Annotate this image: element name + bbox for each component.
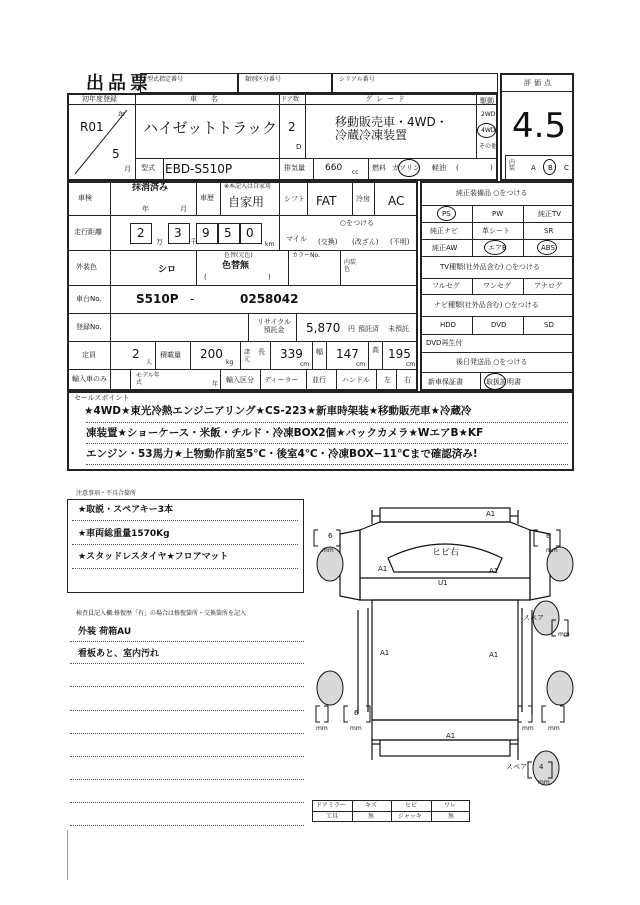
navi-dvd: DVD: [491, 321, 507, 329]
fuel-gasoline-circle: [398, 159, 420, 177]
exterior-color-label: 外装色: [76, 263, 97, 271]
legend-value-none-2: 無: [448, 813, 455, 820]
fuel-label: 燃料: [372, 164, 386, 172]
form-title: 出品票: [86, 73, 152, 94]
damage-mark-glass: ヒビ右: [432, 548, 460, 558]
inspector-line-2: 看板あと、室内汚れ: [78, 649, 160, 659]
width-value: 147: [336, 347, 359, 361]
displacement-label: 排気量: [284, 164, 305, 172]
load-unit: kg: [226, 359, 234, 366]
damage-mark-right-body: A1: [489, 651, 499, 659]
legend-value-tools: 工具: [326, 813, 339, 820]
first-registration-year-unit: 年: [118, 111, 125, 119]
drive-other: その他: [479, 143, 498, 150]
after-ship-title: 後日発送品 ○をつける: [456, 358, 528, 366]
chassis-number: 0258042: [240, 292, 299, 306]
equip-sr: SR: [544, 227, 554, 235]
note-line-1: ★取説・スペアキー3本: [78, 505, 173, 515]
tread-front-left-unit: mm: [322, 547, 334, 554]
model-year-label: モデル年式: [136, 372, 160, 387]
inspection-month-unit: 月: [180, 205, 187, 213]
recycle-label: リサイクル預託金: [256, 318, 292, 335]
capacity-label: 定員: [82, 351, 96, 359]
mile-label: マイル: [286, 235, 307, 243]
shift-value: FAT: [316, 194, 337, 208]
doors-unit: D: [296, 143, 302, 151]
tread-front-right: 6: [546, 532, 551, 540]
color-original-label: 色替(元色): [224, 252, 253, 259]
inspector-label: 検査員記入欄:修復歴「有」の場合は修復箇所・交換箇所を記入: [76, 610, 247, 617]
chassis-model: S510P: [136, 292, 179, 306]
serial-number-box: [332, 73, 498, 93]
handle-left: 左: [384, 376, 391, 384]
recycle-unpaid: 未預託: [388, 325, 409, 333]
drive-4wd: 4WD: [481, 127, 496, 134]
length-label: 長: [258, 348, 265, 356]
equip-ps: PS: [442, 210, 451, 218]
doors-value: 2: [288, 120, 296, 134]
grade-line-2: 冷蔵冷凍装置: [335, 128, 408, 142]
height-unit: cm: [406, 361, 416, 368]
legend-header-mirror: ドアミラー: [316, 802, 346, 809]
damage-mark-left-body: A1: [380, 649, 390, 657]
width-label: 幅: [316, 348, 323, 356]
drive-2wd: 2WD: [481, 111, 496, 118]
legend-header-break: ワレ: [444, 802, 457, 809]
tv-oneseg: ワンセグ: [483, 282, 511, 290]
legend-value-jack: ジャッキ: [398, 813, 422, 820]
inspection-label: 車検: [78, 194, 92, 202]
equip-airbag-circle: [484, 240, 506, 255]
drive-label: 駆動: [480, 97, 494, 105]
width-unit: cm: [356, 361, 366, 368]
class-number-box: [238, 73, 332, 93]
shift-label: シフト: [284, 195, 305, 203]
color-change-value: 色替無: [222, 261, 250, 271]
first-registration-month-unit: 月: [124, 165, 131, 173]
equip-leather: 革シート: [482, 227, 510, 235]
equip-abs: ABS: [541, 244, 555, 252]
sales-line-3: エンジン・53馬力★上物動作前室5℃・後室4℃・冷凍BOX−11℃まで確認済み!: [86, 448, 478, 460]
equip-aw: 純正AW: [432, 244, 458, 252]
equip-ps-circle: [437, 206, 456, 221]
load-label: 積載量: [160, 351, 181, 359]
capacity-value: 2: [132, 347, 140, 361]
tv-title: TV種類(社外品含む) ○をつける: [440, 263, 540, 271]
length-unit: cm: [300, 361, 310, 368]
tread-front-left: 6: [328, 532, 333, 540]
damage-mark-right-cab: A1: [489, 567, 499, 575]
interior-c: C: [564, 164, 569, 172]
spare-unit: mm: [558, 631, 570, 638]
score-label: 評価点: [524, 79, 554, 87]
dvd-playback: DVD再生付: [426, 339, 463, 347]
mileage-digit-5: 0: [246, 226, 254, 240]
grade-label: グレード: [365, 95, 409, 103]
recycle-paid: 預託済: [358, 325, 379, 333]
grade-line-1: 移動販売車・4WD・: [335, 115, 448, 129]
ac-value: AC: [388, 194, 405, 208]
color-number-label: カラーNo.: [292, 252, 320, 259]
first-registration-era: R01: [80, 120, 104, 134]
interior-label: 内装: [509, 159, 516, 172]
mileage-digit-1: 2: [137, 226, 145, 240]
mileage-label: 走行距離: [74, 228, 102, 236]
note-line-3: ★スタッドレスタイヤ★フロアマット: [78, 552, 229, 562]
history-note: ※本記入は自家用: [224, 183, 272, 190]
after-manual: 取扱説明書: [486, 378, 521, 386]
after-manual-circle: [484, 373, 506, 390]
tread-rear-left-unit: mm: [350, 725, 362, 732]
tv-fullseg: フルセグ: [432, 282, 460, 290]
exterior-color-value: シロ: [158, 265, 177, 275]
spare-bottom-unit: mm: [538, 779, 550, 786]
note-line-2: ★車両総重量1570Kg: [78, 529, 170, 539]
mileage-options-note: ○をつける: [340, 219, 375, 227]
car-name-value: ハイゼットトラック: [143, 119, 277, 137]
recycle-unit: 円: [348, 325, 355, 333]
model-label: 型式: [141, 164, 155, 172]
drive-4wd-circle: [477, 123, 496, 138]
dimensions-label: 諸元: [244, 349, 251, 363]
equip-tv: 純正TV: [538, 210, 562, 218]
tread-rear-left: 6: [354, 709, 359, 717]
model-value: EBD-S510P: [165, 162, 233, 176]
first-registration-month: 5: [112, 147, 120, 161]
spare-tread: 4: [539, 763, 544, 771]
interior-b: B: [548, 164, 553, 172]
mileage-digit-3: 9: [202, 226, 210, 240]
height-label: 高: [372, 346, 379, 354]
height-value: 195: [388, 347, 411, 361]
import-label: 輸入車のみ: [72, 375, 107, 383]
fuel-gasoline: ガソリン: [392, 164, 420, 172]
chassis-label: 車台No.: [76, 295, 102, 303]
navi-hdd: HDD: [440, 321, 457, 329]
handle-label: ハンドル: [342, 376, 370, 384]
mileage-option-unknown: (不明): [390, 238, 410, 246]
interior-grade-box: [505, 155, 574, 181]
class-number-label: 類別区分番号: [245, 76, 282, 83]
navi-sd: SD: [544, 321, 554, 329]
legend-header-scratch: キズ: [365, 802, 377, 809]
load-value: 200: [200, 347, 223, 361]
equip-pw: PW: [492, 210, 504, 218]
doors-label: ドア数: [281, 96, 299, 103]
after-warranty: 新車保証書: [428, 378, 463, 386]
tread-front-right-unit: mm: [546, 547, 558, 554]
registration-label: 登録No.: [76, 323, 102, 331]
import-parallel: 並行: [312, 376, 326, 384]
car-name-label: 車名: [190, 95, 232, 103]
mileage-digit-4: 5: [224, 226, 232, 240]
interior-b-circle: [543, 159, 556, 175]
handle-right: 右: [404, 376, 411, 384]
recycle-value: 5,870: [306, 321, 341, 335]
navi-title: ナビ種類(社外品含む) ○をつける: [434, 301, 539, 309]
spare-bottom-label: スペア: [506, 763, 527, 771]
notes-label: 注意事項・不具合箇所: [76, 490, 137, 497]
sales-line-2: 凍装置★ショーケース・米飯・チルド・冷凍BOX2個★バックカメラ★WエアB★KF: [86, 427, 484, 439]
inspector-line-1: 外装 荷箱AU: [78, 627, 132, 637]
sales-points-label: セールスポイント: [74, 394, 130, 402]
history-value: 自家用: [228, 195, 265, 209]
displacement-unit: cc: [352, 169, 359, 176]
detail-table: [67, 181, 418, 391]
tread-rear-left-outer-unit: mm: [316, 725, 328, 732]
tv-analog: アナログ: [534, 282, 562, 290]
mileage-option-tampered: (改ざん): [352, 238, 379, 246]
fuel-diesel: 軽油: [432, 164, 446, 172]
damage-mark-front: A1: [486, 510, 496, 518]
vehicle-damage-diagram: [310, 490, 580, 802]
mileage-digit-2: 3: [174, 226, 182, 240]
spare-label: スペア: [523, 614, 544, 622]
legend-header-crack: ヒビ: [405, 802, 418, 809]
length-value: 339: [280, 347, 303, 361]
mileage-unit-man: 万: [156, 238, 163, 246]
damage-mark-left-cab: A1: [378, 565, 388, 573]
import-dealer: ディーラー: [264, 376, 299, 384]
capacity-unit: 人: [146, 359, 153, 366]
mileage-unit-km: km: [265, 241, 275, 248]
sales-line-1: ★4WD★東光冷熱エンジニアリング★CS-223★新車時架装★移動販売車★冷蔵冷: [84, 405, 472, 417]
model-year-unit: 年: [212, 381, 219, 388]
score-value: 4.5: [512, 106, 567, 146]
equip-abs-circle: [537, 240, 557, 255]
interior-a: A: [531, 164, 536, 172]
model-designation-box: [140, 73, 238, 93]
import-class-label: 輸入区分: [226, 376, 254, 384]
serial-number-label: シリアル番号: [339, 76, 375, 83]
first-registration-label: 初年度登録: [82, 95, 117, 103]
damage-mark-rear: A1: [446, 732, 456, 740]
damage-mark-u1: U1: [438, 579, 448, 587]
tread-rear-right-outer-unit: mm: [548, 725, 560, 732]
equipment-title: 純正装備品 ○をつける: [456, 189, 528, 197]
displacement-value: 660: [325, 163, 343, 173]
mileage-unit-sen: 千: [190, 238, 197, 246]
tread-rear-right-unit: mm: [522, 725, 534, 732]
ac-label: 冷房: [356, 195, 370, 203]
chassis-separator: -: [190, 292, 195, 306]
model-designation-label: 型式指定番号: [147, 76, 184, 83]
inspection-value: 抹消済み: [132, 183, 169, 193]
equip-navi: 純正ナビ: [430, 227, 458, 235]
inspection-year-unit: 年: [142, 205, 149, 213]
interior-color-label: 内装色: [344, 259, 357, 273]
mileage-option-replaced: (交換): [318, 238, 338, 246]
legend-value-none-1: 無: [368, 813, 375, 820]
history-label: 車歴: [200, 194, 214, 202]
equip-airbag: エアB: [488, 244, 507, 252]
